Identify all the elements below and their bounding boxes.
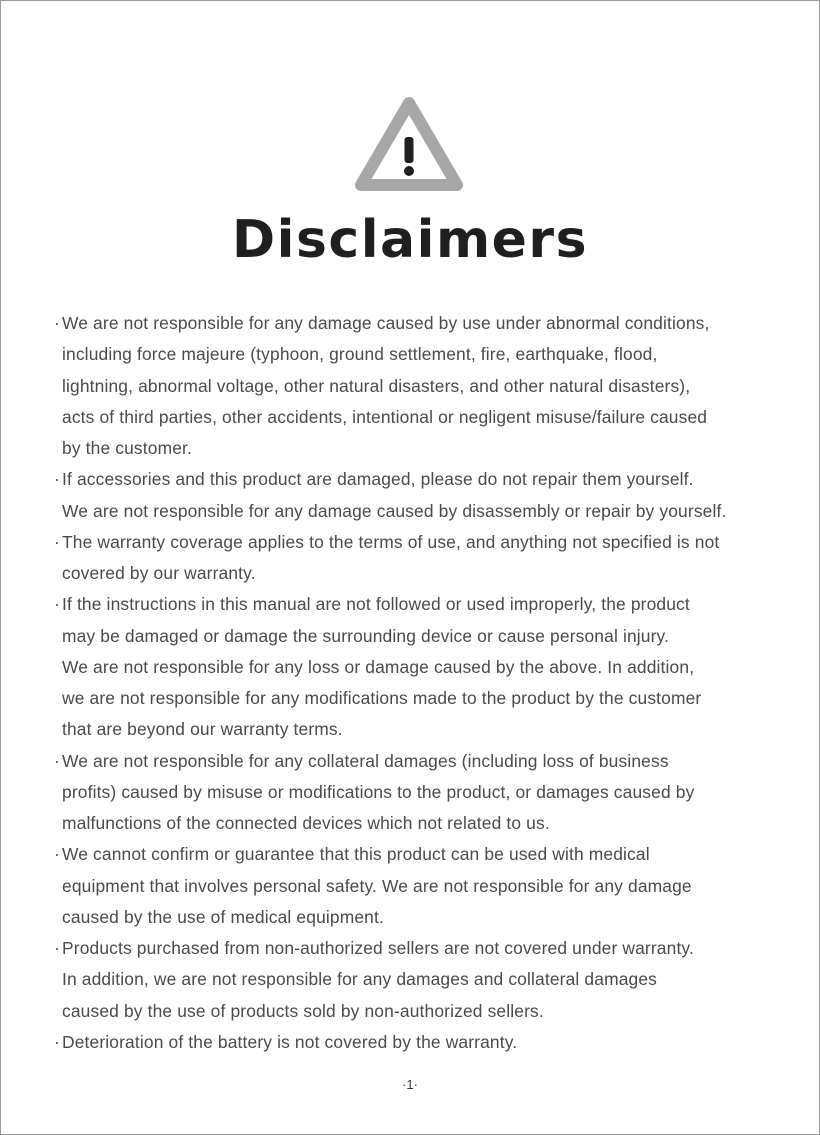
disclaimer-line: We are not responsible for any loss or damage caused by the above. In addition, <box>62 656 695 677</box>
disclaimer-list <box>54 308 784 1058</box>
disclaimer-item <box>54 746 784 840</box>
disclaimer-line: If accessories and this product are damaged, please do not repair them yourself. <box>62 469 694 490</box>
disclaimer-line: caused by the use of medical equipment. <box>62 906 384 927</box>
page-title: Disclaimers <box>231 210 589 270</box>
bullet-icon: · <box>54 594 60 615</box>
disclaimer-line: by the customer. <box>62 438 192 458</box>
disclaimer-line: we are not responsible for any modifications made to the product by the customer <box>62 688 702 708</box>
disclaimer-line: malfunctions of the connected devices which not related to us. <box>62 813 550 833</box>
bullet-icon: · <box>54 938 60 958</box>
disclaimer-item <box>54 933 784 1027</box>
disclaimer-line: caused by the use of products sold by non-authorized sellers. <box>62 1000 544 1021</box>
disclaimer-line: may be damaged or damage the surrounding device or cause personal injury. <box>62 625 670 646</box>
bullet-icon: · <box>54 1031 60 1052</box>
disclaimer-line: including force majeure (typhoon, ground settlement, fire, earthquake, flood, <box>62 344 658 365</box>
disclaimer-line: covered by our warranty. <box>62 563 256 583</box>
disclaimer-line: We are not responsible for any damage caused by disassembly or repair by yourself. <box>62 500 727 521</box>
disclaimer-line: We are not responsible for any collateral damages (including loss of business <box>62 750 669 771</box>
disclaimer-line: equipment that involves personal safety. We are not responsible for any damage <box>62 875 692 896</box>
disclaimer-line: acts of third parties, other accidents, intentional or negligent misuse/failure caused <box>62 406 708 427</box>
disclaimer-line: Products purchased from non-authorized sellers are not covered under warranty. <box>62 938 694 958</box>
disclaimer-item <box>54 1027 784 1058</box>
disclaimer-item <box>54 308 784 464</box>
bullet-icon: · <box>54 469 60 490</box>
disclaimer-line: We are not responsible for any damage caused by use under abnormal conditions, <box>62 313 710 333</box>
disclaimer-line: We cannot confirm or guarantee that this product can be used with medical <box>62 844 650 865</box>
bullet-icon: · <box>54 844 60 865</box>
bullet-icon: · <box>54 531 60 552</box>
disclaimer-line: profits) caused by misuse or modifications to the product, or damages caused by <box>62 781 695 802</box>
disclaimer-item <box>54 839 784 933</box>
bullet-icon: · <box>54 750 60 771</box>
disclaimer-line: lightning, abnormal voltage, other natural disasters, and other natural disasters), <box>62 375 691 396</box>
disclaimer-line: The warranty coverage applies to the terms of use, and anything not specified is not <box>62 531 720 552</box>
bullet-icon: · <box>54 313 60 333</box>
page-number: ·1· <box>402 1077 418 1092</box>
disclaimer-line: In addition, we are not responsible for any damages and collateral damages <box>62 969 658 990</box>
disclaimer-line: that are beyond our warranty terms. <box>62 719 343 740</box>
disclaimer-line: If the instructions in this manual are not followed or used improperly, the product <box>62 594 690 615</box>
disclaimer-item <box>54 527 784 590</box>
disclaimer-line: Deterioration of the battery is not covered by the warranty. <box>62 1031 518 1052</box>
disclaimer-item <box>54 464 784 527</box>
warning-triangle-icon <box>351 93 467 197</box>
disclaimer-item <box>54 589 784 745</box>
